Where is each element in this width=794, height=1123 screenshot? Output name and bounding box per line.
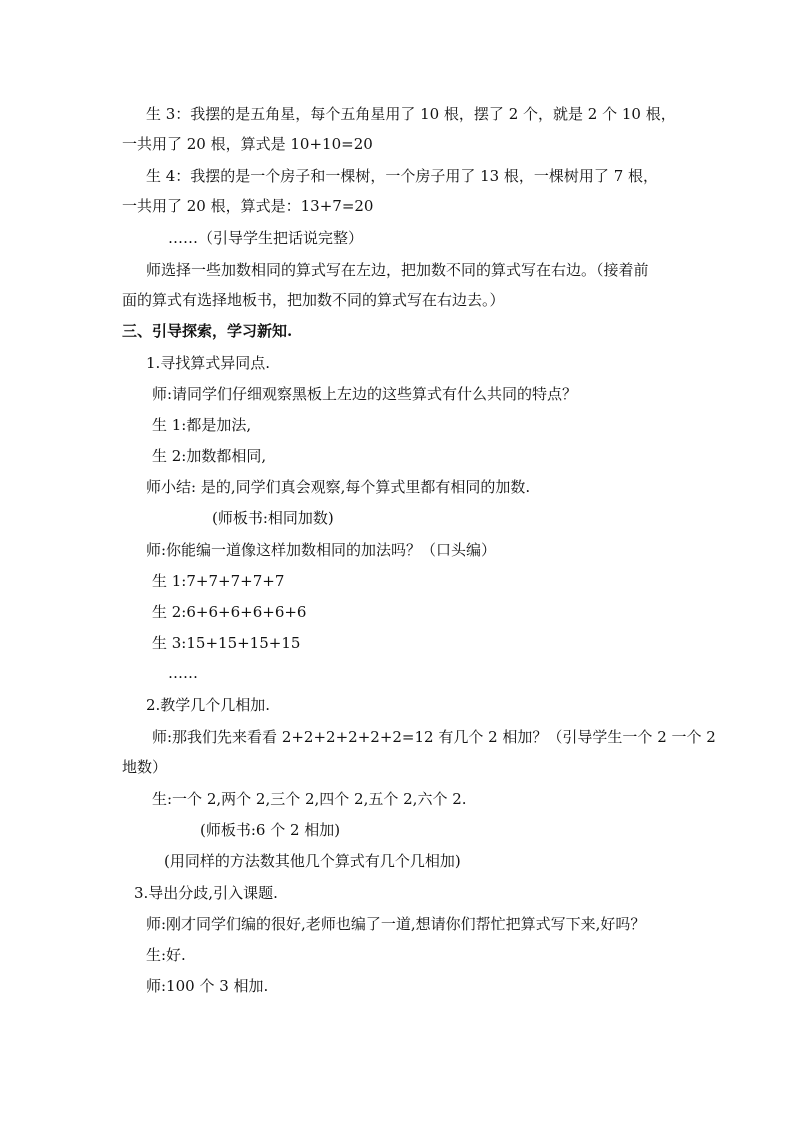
paragraph-student-3: 生 3：我摆的是五角星，每个五角星用了 10 根，摆了 2 个，就是 2 个 10 根， [146,105,676,123]
student-2-answer: 生 2:加数都相同, [152,447,267,465]
guide-note: ……（引导学生把话说完整） [168,229,364,247]
board-note-2: (师板书:6 个 2 相加) [200,821,341,839]
teacher-task: 师:100 个 3 相加. [146,977,269,995]
teacher-prompt-compose: 师:你能编一道像这样加数相同的加法吗？（口头编） [146,541,497,559]
section-heading-3: 三、引导探索，学习新知. [122,322,293,340]
paragraph-student-4: 生 4：我摆的是一个房子和一棵树，一个房子用了 13 根，一棵树用了 7 根， [146,167,659,185]
student-reply: 生:好. [146,946,186,964]
teacher-counting-question: 师:那我们先来看看 2+2+2+2+2+2=12 有几个 2 相加？（引导学生一个 2 一个 2 [152,728,716,746]
paragraph-student-3-cont: 一共用了 20 根，算式是 10+10=20 [122,135,373,153]
ellipsis: …… [168,664,198,682]
teacher-request: 师:刚才同学们编的很好,老师也编了一道,想请你们帮忙把算式写下来,好吗？ [146,915,646,933]
student-3-expression: 生 3:15+15+15+15 [152,634,301,652]
paragraph-teacher-select-cont: 面的算式有选择地板书，把加数不同的算式写在右边去。） [122,291,505,309]
student-counting-answer: 生:一个 2,两个 2,三个 2,四个 2,五个 2,六个 2. [152,790,467,808]
board-note-1: (师板书:相同加数) [212,509,334,527]
student-1-expression: 生 1:7+7+7+7+7 [152,572,285,590]
step-3-title: 3.导出分歧,引入课题. [134,884,278,902]
method-note: (用同样的方法数其他几个算式有几个几相加) [164,852,461,870]
teacher-summary: 师小结: 是的,同学们真会观察,每个算式里都有相同的加数. [146,478,531,496]
teacher-counting-question-cont: 地数） [122,758,168,776]
student-2-expression: 生 2:6+6+6+6+6+6 [152,603,307,621]
student-1-answer: 生 1:都是加法, [152,416,252,434]
paragraph-student-4-cont: 一共用了 20 根，算式是：13+7=20 [122,197,374,215]
step-1-title: 1.寻找算式异同点. [146,354,271,372]
step-2-title: 2.教学几个几相加. [146,696,271,714]
teacher-question: 师:请同学们仔细观察黑板上左边的这些算式有什么共同的特点？ [152,385,578,403]
paragraph-teacher-select: 师选择一些加数相同的算式写在左边，把加数不同的算式写在右边。（接着前 [146,261,649,279]
